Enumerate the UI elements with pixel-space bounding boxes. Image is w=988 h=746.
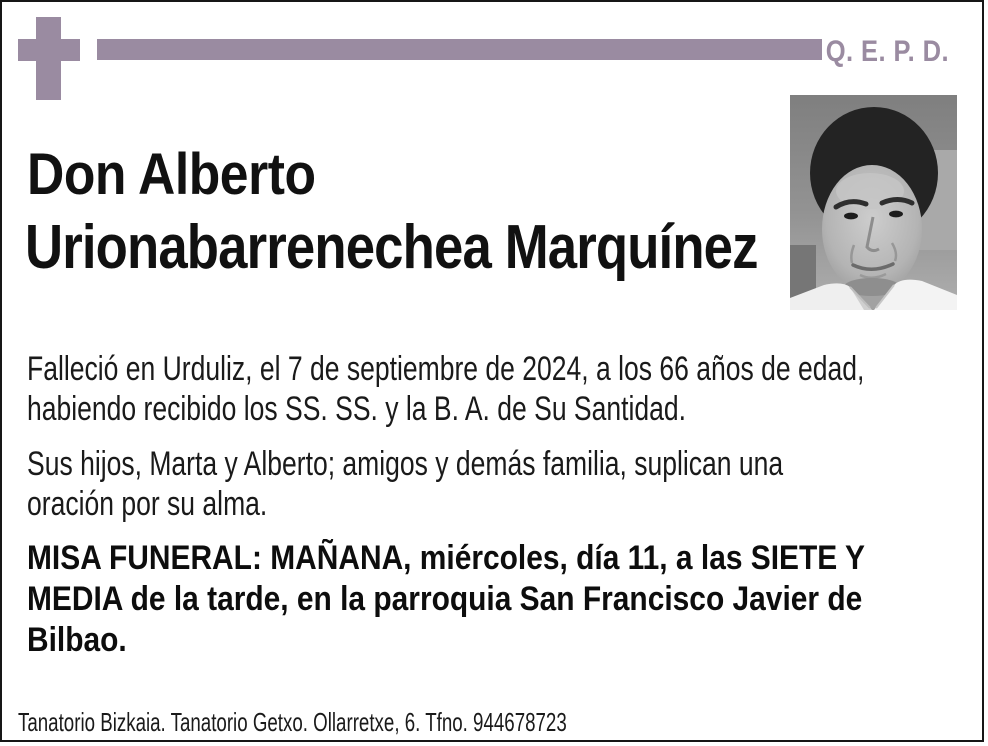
death-announcement-line: habiendo recibido los SS. SS. y la B. A. de Su Santidad. bbox=[27, 390, 687, 428]
funeral-mass-line: MISA FUNERAL: MAÑANA, miércoles, día 11, a las SIETE Y bbox=[27, 539, 865, 577]
paragraph-death-announcement bbox=[27, 349, 988, 429]
family-request-line: Sus hijos, Marta y Alberto; amigos y demás familia, suplican una bbox=[27, 445, 784, 483]
funeral-mass-line: MEDIA de la tarde, en la parroquia San Francisco Javier de bbox=[27, 580, 863, 618]
portrait-illustration bbox=[790, 95, 957, 310]
cross-horizontal-bar bbox=[18, 39, 80, 61]
funeral-home-info: Tanatorio Bizkaia. Tanatorio Getxo. Ollarretxe, 6. Tfno. 944678723 bbox=[18, 707, 567, 737]
deceased-name-line2: Urionabarrenechea Marquínez bbox=[25, 213, 758, 282]
paragraph-funeral-mass bbox=[27, 538, 979, 661]
paragraph-family-request bbox=[27, 444, 988, 524]
death-announcement-line: Falleció en Urduliz, el 7 de septiembre de 2024, a los 66 años de edad, bbox=[27, 350, 865, 388]
deceased-photo bbox=[790, 95, 957, 310]
family-request-line: oración por su alma. bbox=[27, 485, 268, 523]
deceased-name-line1: Don Alberto bbox=[27, 142, 316, 207]
header-rule bbox=[97, 39, 822, 60]
qepd-label: Q. E. P. D. bbox=[825, 35, 949, 68]
funeral-mass-line: Bilbao. bbox=[27, 621, 127, 659]
